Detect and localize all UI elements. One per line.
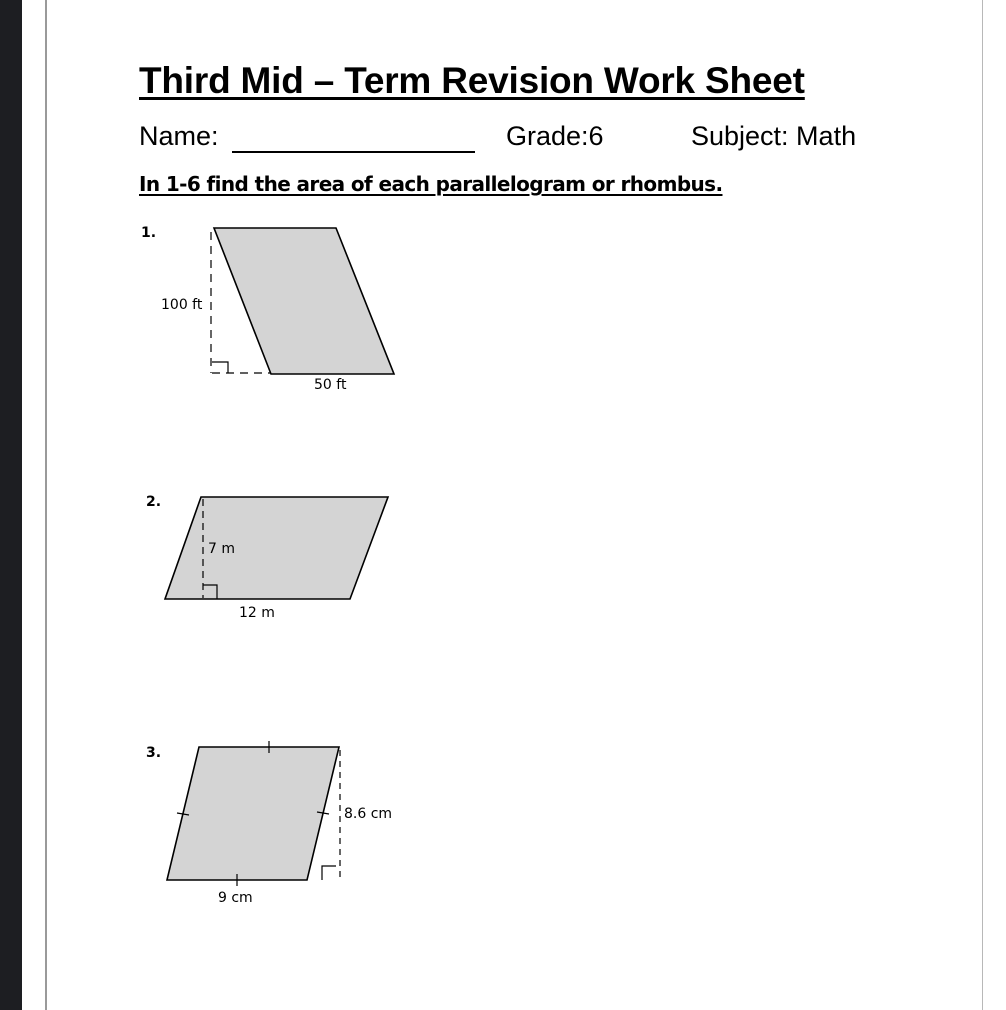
figure-3 [167, 741, 392, 906]
instructions: In 1-6 find the area of each parallelogram or rhombus. [139, 172, 723, 196]
problem-3-number: 3. [146, 745, 162, 761]
worksheet-title: Third Mid – Term Revision Work Sheet [139, 60, 805, 101]
subject-label: Subject: Math [691, 121, 857, 151]
figure-1-right-angle-mark [212, 362, 228, 373]
grade-label: Grade:6 [506, 121, 604, 151]
figure-2-base-label: 12 m [239, 605, 275, 621]
name-label: Name: [139, 121, 219, 151]
figure-2-parallelogram [165, 497, 388, 599]
figure-1-height-label: 100 ft [161, 297, 203, 313]
figure-3-base-label: 9 cm [218, 890, 253, 906]
figure-1-base-label: 50 ft [314, 377, 347, 393]
figure-3-height-label: 8.6 cm [344, 806, 393, 822]
problem-2-number: 2. [146, 494, 162, 510]
figure-3-right-angle-mark [322, 866, 336, 880]
figure-1-parallelogram [214, 228, 394, 374]
figure-1 [161, 228, 394, 393]
problem-1-number: 1. [141, 225, 157, 241]
figure-2-height-label: 7 m [208, 541, 235, 557]
figure-2 [165, 497, 388, 621]
figure-3-rhombus [167, 747, 339, 880]
